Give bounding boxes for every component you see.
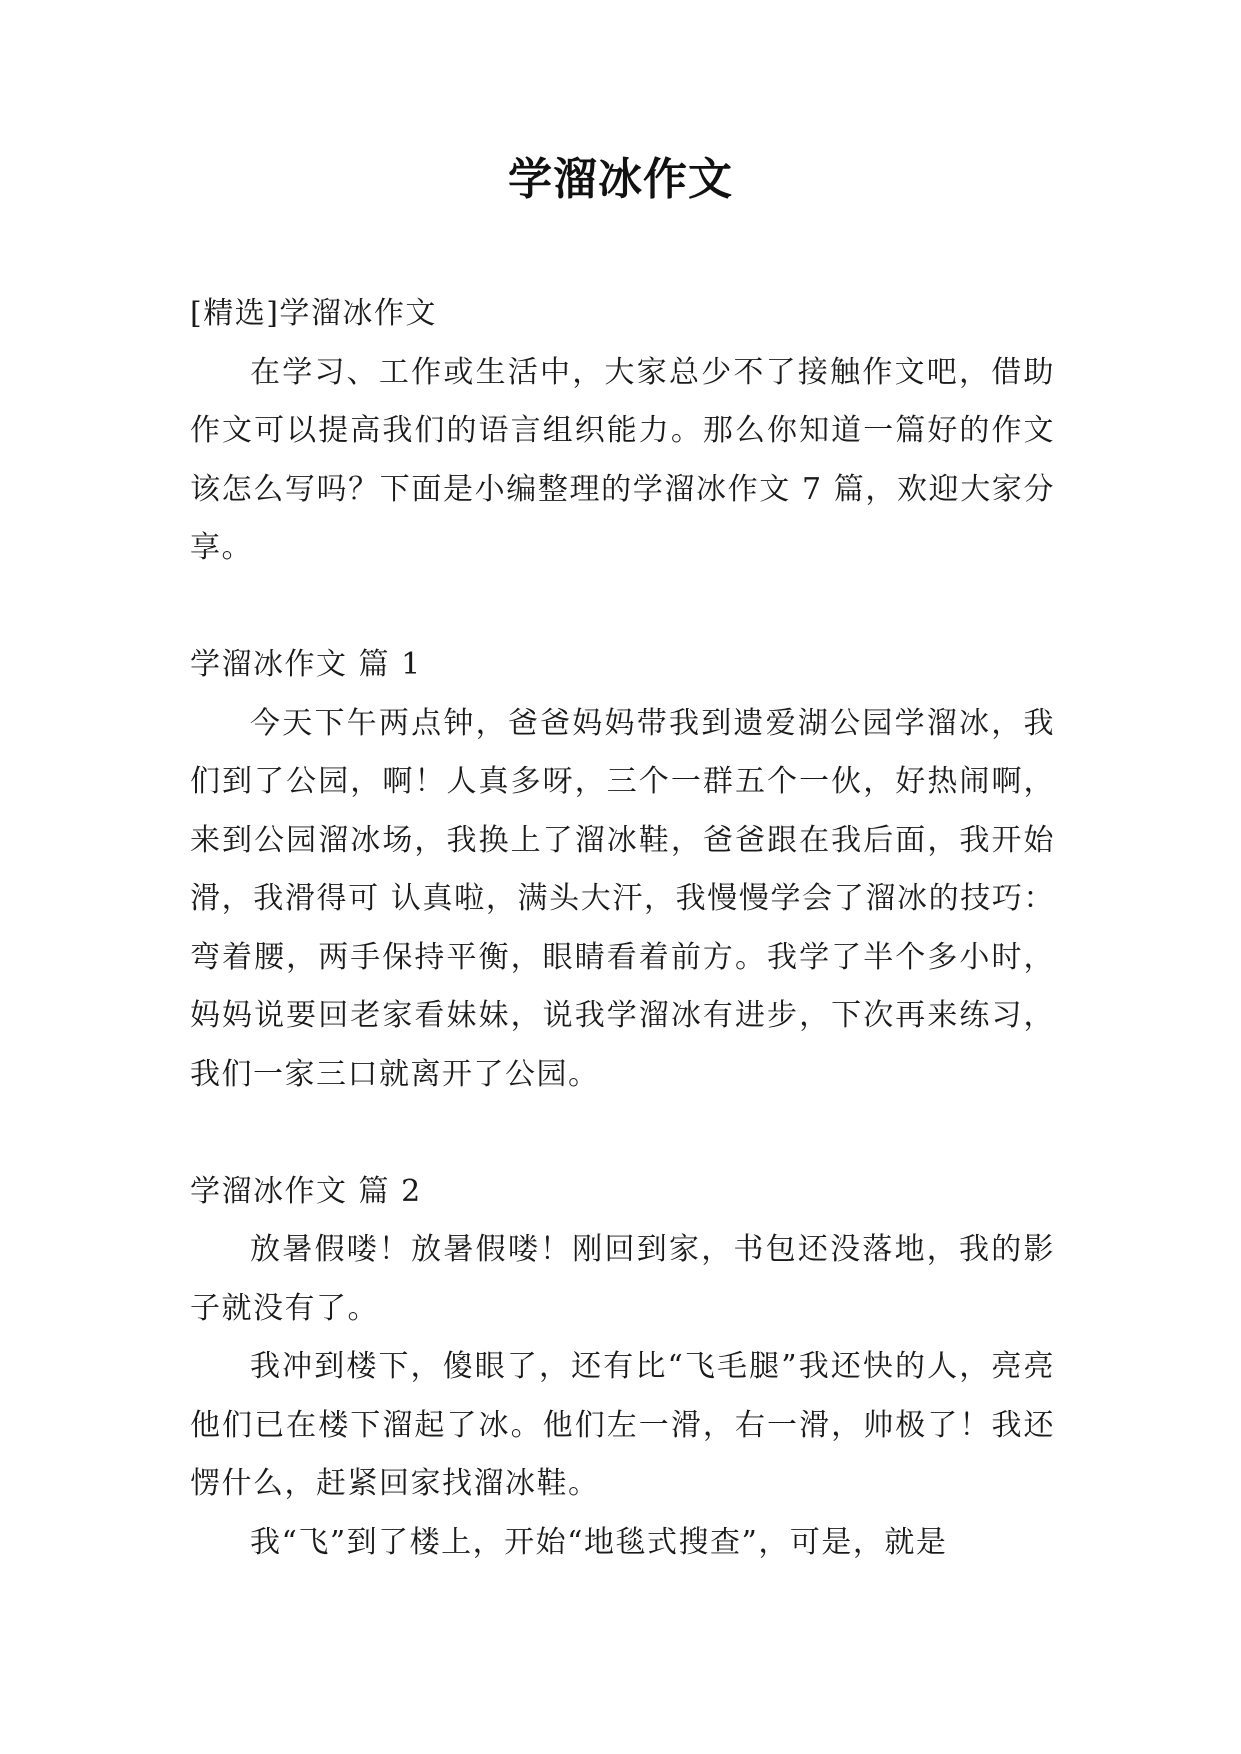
section-1-paragraph-1: 今天下午两点钟，爸爸妈妈带我到遗爱湖公园学溜冰，我们到了公园，啊！人真多呀，三个一群五个一伙，好热闹啊，来到公园溜冰场，我换上了溜冰鞋，爸爸跟在我后面，我开始滑，我滑得可 认真啦，满头大汗，我慢慢学会了溜冰的技巧：弯着腰，两手保持平衡，眼睛看着前方。我学了半个多小时，妈妈说要回老家看妹妹，说我学溜冰有进步，下次再来练习，我们一家三口就离开了公园。 [190, 705, 1055, 1092]
section-heading-1: 学溜冰作文 篇 1 [190, 647, 422, 682]
section-heading-2: 学溜冰作文 篇 2 [190, 1173, 422, 1209]
document-title: 学溜冰作文 [508, 154, 733, 205]
intro-paragraph: 在学习、工作或生活中，大家总少不了接触作文吧，借助作文可以提高我们的语言组织能力。那么你知道一篇好的作文该怎么写吗？下面是小编整理的学溜冰作文 7 篇，欢迎大家分享。 [190, 354, 1055, 565]
section-2-paragraph-1: 放暑假喽！放暑假喽！刚回到家，书包还没落地，我的影子就没有了。 [190, 1232, 1055, 1326]
section-gap [190, 1104, 1055, 1163]
section-2-paragraph-3: 我“飞”到了楼上，开始“地毯式搜查”，可是，就是 [250, 1524, 948, 1560]
section-2-paragraph-2: 我冲到楼下，傻眼了，还有比“飞毛腿”我还快的人，亮亮他们已在楼下溜起了冰。他们左一滑，右一滑，帅极了！我还愣什么，赶紧回家找溜冰鞋。 [190, 1349, 1055, 1501]
document-body [190, 285, 1055, 1572]
document-subtitle: [精选]学溜冰作文 [190, 296, 437, 331]
section-gap [190, 578, 1055, 637]
